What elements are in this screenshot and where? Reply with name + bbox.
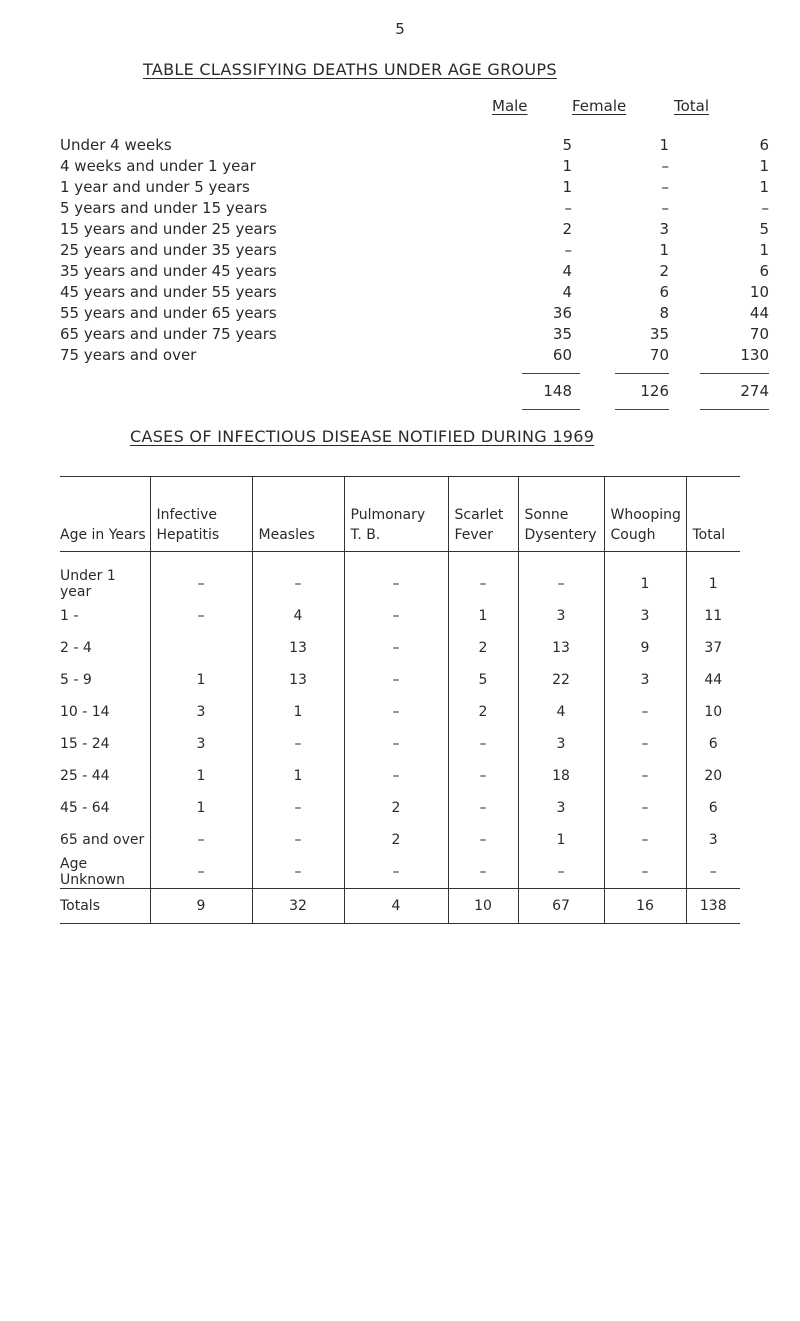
female-count: – <box>661 199 669 217</box>
table-row <box>60 856 740 889</box>
total-underline-total <box>700 409 769 410</box>
age-range-cell: 15 - 24 <box>60 736 110 752</box>
count-cell: – <box>252 728 344 760</box>
count-cell: – <box>344 600 448 632</box>
column-header: Age in Years <box>60 477 150 552</box>
deaths-table-title: TABLE CLASSIFYING DEATHS UNDER AGE GROUPS <box>143 60 557 79</box>
count-cell: 13 <box>252 664 344 696</box>
male-count: 1 <box>562 157 572 175</box>
count-cell: 37 <box>686 632 740 664</box>
infectious-table-header <box>60 477 740 552</box>
count-cell: 1 <box>686 552 740 601</box>
deaths-row <box>60 136 769 157</box>
total-count: 10 <box>749 283 769 301</box>
total-cell: 16 <box>604 889 686 924</box>
count-cell: – <box>604 728 686 760</box>
totals-label: Totals <box>60 889 150 924</box>
count-cell: 11 <box>686 600 740 632</box>
deaths-row <box>60 178 769 199</box>
age-group-label: Under 4 weeks <box>60 136 172 154</box>
male-count: – <box>564 199 572 217</box>
deaths-row <box>60 262 769 283</box>
count-cell: – <box>344 696 448 728</box>
total-cell: 9 <box>150 889 252 924</box>
count-cell: 3 <box>686 824 740 856</box>
total-rule-male <box>522 373 580 374</box>
count-cell: 1 <box>150 664 252 696</box>
female-count: 35 <box>649 325 669 343</box>
count-cell: – <box>604 760 686 792</box>
age-range-cell: Age Unknown <box>60 856 125 888</box>
deaths-row <box>60 283 769 304</box>
age-range-cell: 1 - <box>60 608 79 624</box>
count-cell: – <box>344 728 448 760</box>
count-cell: 2 <box>344 792 448 824</box>
total-cell: 138 <box>686 889 740 924</box>
age-range-cell: Under 1 year <box>60 568 116 600</box>
male-count: 35 <box>552 325 572 343</box>
total-cell: 10 <box>448 889 518 924</box>
deaths-row <box>60 346 769 367</box>
deaths-row <box>60 325 769 346</box>
count-cell: – <box>344 632 448 664</box>
count-cell: 10 <box>686 696 740 728</box>
deaths-table <box>60 97 769 411</box>
count-cell: 4 <box>518 696 604 728</box>
count-cell: – <box>448 824 518 856</box>
count-cell: 3 <box>150 696 252 728</box>
count-cell: 1 <box>604 552 686 601</box>
age-group-label: 5 years and under 15 years <box>60 199 268 217</box>
count-cell: 1 <box>150 760 252 792</box>
total-count: 44 <box>749 304 769 322</box>
female-count: 1 <box>659 241 669 259</box>
age-group-label: 65 years and under 75 years <box>60 325 277 343</box>
age-range-cell: 10 - 14 <box>60 704 110 720</box>
count-cell: 1 <box>518 824 604 856</box>
count-cell: 2 <box>344 824 448 856</box>
total-underline-male <box>522 409 580 410</box>
deaths-row <box>60 220 769 241</box>
deaths-rows <box>60 136 769 367</box>
count-cell: – <box>604 824 686 856</box>
table-row <box>60 760 740 792</box>
count-cell: – <box>344 664 448 696</box>
header-female: Female <box>572 97 627 115</box>
count-cell: 3 <box>150 728 252 760</box>
female-count: 2 <box>659 262 669 280</box>
age-range-cell: 25 - 44 <box>60 768 110 784</box>
count-cell: 3 <box>604 600 686 632</box>
total-count: 1 <box>759 241 769 259</box>
deaths-row <box>60 304 769 325</box>
table-row <box>60 600 740 632</box>
deaths-table-header <box>60 97 740 118</box>
count-cell <box>150 632 252 664</box>
count-cell: 44 <box>686 664 740 696</box>
count-cell: – <box>252 552 344 601</box>
total-rule-total <box>700 373 769 374</box>
total-count: 130 <box>740 346 769 364</box>
age-group-label: 4 weeks and under 1 year <box>60 157 256 175</box>
count-cell: 13 <box>252 632 344 664</box>
total-male: 148 <box>543 382 572 400</box>
page-number: 5 <box>395 20 405 38</box>
column-header: Sonne Dysentery <box>518 477 604 552</box>
count-cell: – <box>448 760 518 792</box>
male-count: 1 <box>562 178 572 196</box>
total-count: 1 <box>759 157 769 175</box>
count-cell: 9 <box>604 632 686 664</box>
deaths-row <box>60 157 769 178</box>
total-total: 274 <box>740 382 769 400</box>
male-count: 2 <box>562 220 572 238</box>
male-count: 36 <box>552 304 572 322</box>
count-cell: – <box>448 792 518 824</box>
female-count: 8 <box>659 304 669 322</box>
male-count: – <box>564 241 572 259</box>
age-group-label: 15 years and under 25 years <box>60 220 277 238</box>
female-count: 3 <box>659 220 669 238</box>
male-count: 4 <box>562 262 572 280</box>
deaths-row <box>60 199 769 220</box>
column-header: Whooping Cough <box>604 477 686 552</box>
count-cell: 13 <box>518 632 604 664</box>
count-cell: – <box>252 824 344 856</box>
count-cell: – <box>252 792 344 824</box>
count-cell: 22 <box>518 664 604 696</box>
count-cell: 6 <box>686 792 740 824</box>
count-cell: – <box>518 552 604 601</box>
female-count: 1 <box>659 136 669 154</box>
age-group-label: 35 years and under 45 years <box>60 262 277 280</box>
count-cell: – <box>252 856 344 889</box>
age-range-cell: 5 - 9 <box>60 672 92 688</box>
table-row <box>60 552 740 601</box>
age-group-label: 45 years and under 55 years <box>60 283 277 301</box>
total-cell: 4 <box>344 889 448 924</box>
count-cell: – <box>344 856 448 889</box>
total-rule-female <box>615 373 669 374</box>
age-range-cell: 2 - 4 <box>60 640 92 656</box>
deaths-row <box>60 241 769 262</box>
count-cell: 5 <box>448 664 518 696</box>
totals-row <box>60 889 740 924</box>
count-cell: 3 <box>518 600 604 632</box>
count-cell: – <box>686 856 740 889</box>
table-row <box>60 792 740 824</box>
female-count: 70 <box>649 346 669 364</box>
count-cell: – <box>448 856 518 889</box>
count-cell: – <box>448 728 518 760</box>
count-cell: 3 <box>604 664 686 696</box>
deaths-totals-block <box>60 367 769 411</box>
column-header: Infective Hepatitis <box>150 477 252 552</box>
age-group-label: 25 years and under 35 years <box>60 241 277 259</box>
total-count: 70 <box>749 325 769 343</box>
count-cell: – <box>150 856 252 889</box>
count-cell: 18 <box>518 760 604 792</box>
count-cell: – <box>448 552 518 601</box>
total-count: 6 <box>759 136 769 154</box>
count-cell: – <box>604 696 686 728</box>
count-cell: 1 <box>252 760 344 792</box>
count-cell: 20 <box>686 760 740 792</box>
column-header: Scarlet Fever <box>448 477 518 552</box>
total-cell: 32 <box>252 889 344 924</box>
total-count: 5 <box>759 220 769 238</box>
infectious-table-title: CASES OF INFECTIOUS DISEASE NOTIFIED DURING 1969 <box>130 427 595 446</box>
count-cell: 1 <box>448 600 518 632</box>
female-count: – <box>661 157 669 175</box>
column-header: Measles <box>252 477 344 552</box>
male-count: 5 <box>562 136 572 154</box>
male-count: 4 <box>562 283 572 301</box>
total-underline-female <box>615 409 669 410</box>
column-header: Total <box>686 477 740 552</box>
count-cell: – <box>518 856 604 889</box>
table-row <box>60 632 740 664</box>
count-cell: – <box>344 552 448 601</box>
count-cell: 2 <box>448 632 518 664</box>
header-male: Male <box>492 97 528 115</box>
age-group-label: 55 years and under 65 years <box>60 304 277 322</box>
table-row <box>60 728 740 760</box>
column-header: Pulmonary T. B. <box>344 477 448 552</box>
table-row <box>60 824 740 856</box>
count-cell: 1 <box>150 792 252 824</box>
count-cell: 6 <box>686 728 740 760</box>
infectious-disease-table <box>60 476 740 924</box>
count-cell: 3 <box>518 728 604 760</box>
count-cell: – <box>604 792 686 824</box>
count-cell: – <box>344 760 448 792</box>
total-cell: 67 <box>518 889 604 924</box>
total-count: 6 <box>759 262 769 280</box>
count-cell: 4 <box>252 600 344 632</box>
table-row <box>60 664 740 696</box>
deaths-totals-row <box>60 382 769 403</box>
total-count: – <box>761 199 769 217</box>
count-cell: 1 <box>252 696 344 728</box>
age-range-cell: 45 - 64 <box>60 800 110 816</box>
total-count: 1 <box>759 178 769 196</box>
total-female: 126 <box>640 382 669 400</box>
count-cell: 3 <box>518 792 604 824</box>
count-cell: 2 <box>448 696 518 728</box>
count-cell: – <box>150 552 252 601</box>
infectious-table-body <box>60 552 740 924</box>
age-group-label: 1 year and under 5 years <box>60 178 250 196</box>
table-row <box>60 696 740 728</box>
count-cell: – <box>150 600 252 632</box>
age-range-cell: 65 and over <box>60 832 145 848</box>
header-total: Total <box>674 97 710 115</box>
count-cell: – <box>604 856 686 889</box>
age-group-label: 75 years and over <box>60 346 197 364</box>
male-count: 60 <box>552 346 572 364</box>
female-count: 6 <box>659 283 669 301</box>
count-cell: – <box>150 824 252 856</box>
female-count: – <box>661 178 669 196</box>
